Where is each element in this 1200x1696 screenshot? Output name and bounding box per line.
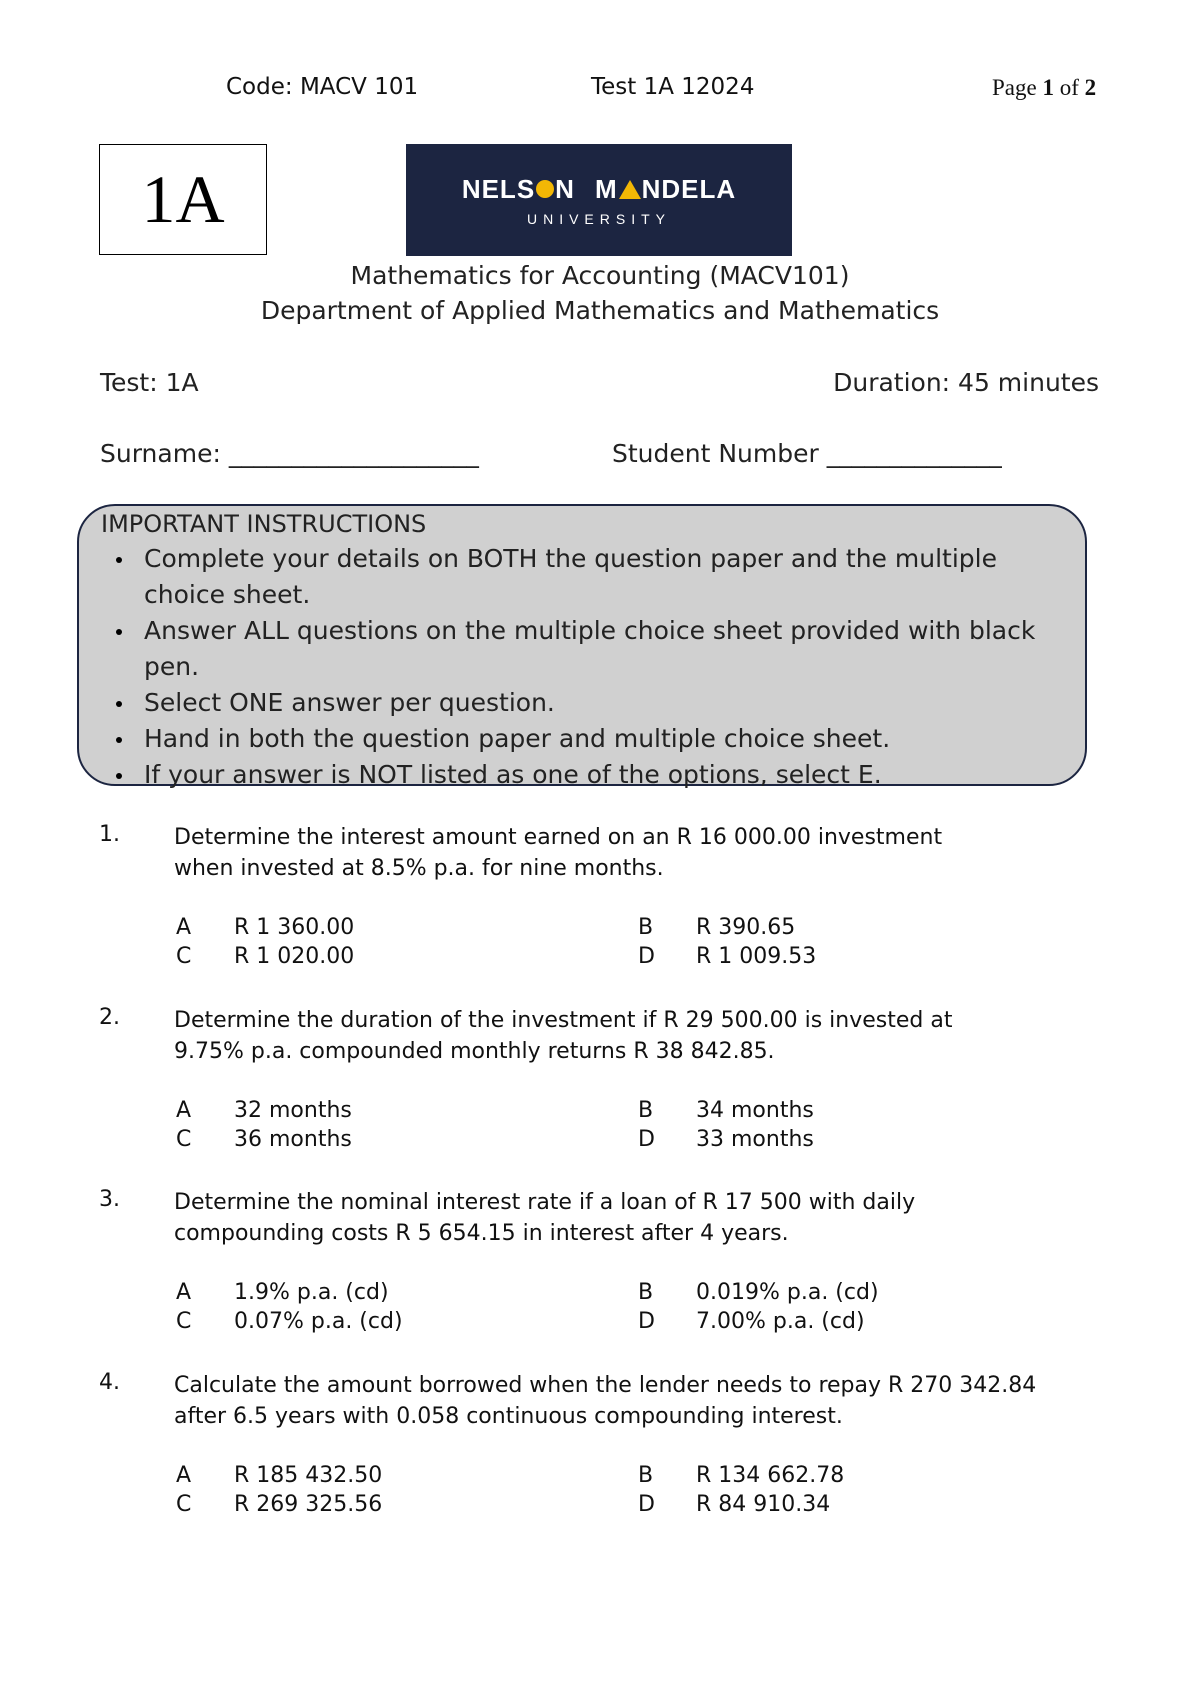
question-number: 4. xyxy=(99,1370,120,1395)
option-value: R 269 325.56 xyxy=(234,1492,383,1517)
option-letter: C xyxy=(176,1492,192,1517)
page-word: Page xyxy=(992,75,1037,100)
option-letter: C xyxy=(176,1309,192,1334)
option-letter: D xyxy=(638,1492,655,1517)
question-line: after 6.5 years with 0.058 continuous compounding interest. xyxy=(174,1404,843,1429)
instruction-item: Answer ALL questions on the multiple choice sheet provided with black pen. xyxy=(144,616,1036,681)
question-line: 9.75% p.a. compounded monthly returns R 38 842.85. xyxy=(174,1039,775,1064)
duration-label: Duration: 45 minutes xyxy=(833,368,1099,397)
option-letter: D xyxy=(638,1309,655,1334)
option-value: R 134 662.78 xyxy=(696,1463,845,1488)
question-number: 1. xyxy=(99,822,120,847)
option-value: 33 months xyxy=(696,1127,814,1152)
question-line: compounding costs R 5 654.15 in interest after 4 years. xyxy=(174,1221,789,1246)
logo-dot-icon xyxy=(536,180,554,198)
bullet-icon xyxy=(116,629,122,635)
option-letter: A xyxy=(176,915,192,940)
option-value: R 390.65 xyxy=(696,915,796,940)
question-text xyxy=(174,1187,1074,1249)
department-title: Department of Applied Mathematics and Mathematics xyxy=(260,296,940,325)
option-value: R 1 020.00 xyxy=(234,944,355,969)
option-letter: D xyxy=(638,944,655,969)
option-letter: B xyxy=(638,1280,654,1305)
option-letter: A xyxy=(176,1098,192,1123)
logo-text-d: NDELA xyxy=(641,173,737,204)
question-text xyxy=(174,1005,1074,1067)
option-value: R 1 009.53 xyxy=(696,944,817,969)
question-line: when invested at 8.5% p.a. for nine months. xyxy=(174,856,664,881)
of-word: of xyxy=(1059,75,1079,100)
option-value: 36 months xyxy=(234,1127,352,1152)
option-value: R 185 432.50 xyxy=(234,1463,383,1488)
question-number: 2. xyxy=(99,1005,120,1030)
instruction-item: Hand in both the question paper and multiple choice sheet. xyxy=(144,724,891,753)
bullet-icon xyxy=(116,557,122,563)
header-code: Code: MACV 101 xyxy=(226,74,419,100)
option-value: 32 months xyxy=(234,1098,352,1123)
option-letter: A xyxy=(176,1280,192,1305)
logo-subtitle: UNIVERSITY xyxy=(526,210,671,227)
logo-triangle-icon xyxy=(619,180,641,199)
question-line: Calculate the amount borrowed when the lender needs to repay R 270 342.84 xyxy=(174,1373,1037,1398)
question-text xyxy=(174,1370,1074,1432)
page-total: 2 xyxy=(1084,75,1097,100)
version-box: 1A xyxy=(99,144,267,255)
option-letter: C xyxy=(176,1127,192,1152)
option-value: R 84 910.34 xyxy=(696,1492,831,1517)
option-letter: B xyxy=(638,915,654,940)
bullet-icon xyxy=(116,701,122,707)
question-line: Determine the duration of the investment if R 29 500.00 is invested at xyxy=(174,1008,953,1033)
bullet-icon xyxy=(116,737,122,743)
test-label: Test: 1A xyxy=(100,368,199,397)
logo-text-c: M xyxy=(594,173,618,204)
question-line: Determine the interest amount earned on an R 16 000.00 investment xyxy=(174,825,943,850)
question-text xyxy=(174,822,1074,884)
student-number-field[interactable]: Student Number ______________ xyxy=(612,439,1002,468)
university-logo xyxy=(406,144,792,256)
option-value: R 1 360.00 xyxy=(234,915,355,940)
logo-text-b: N xyxy=(555,173,575,204)
page-indicator xyxy=(992,75,1096,101)
question-number: 3. xyxy=(99,1187,120,1212)
instructions-title: IMPORTANT INSTRUCTIONS xyxy=(101,510,427,538)
instruction-item: Complete your details on BOTH the question paper and the multiple choice sheet. xyxy=(144,544,997,609)
course-title: Mathematics for Accounting (MACV101) xyxy=(350,261,850,290)
logo-text-a: NELS xyxy=(461,173,536,204)
option-letter: D xyxy=(638,1127,655,1152)
page-number: 1 xyxy=(1042,75,1054,100)
instruction-item: If your answer is NOT listed as one of the options, select E. xyxy=(144,760,882,789)
option-letter: B xyxy=(638,1463,654,1488)
option-value: 34 months xyxy=(696,1098,814,1123)
bullet-icon xyxy=(116,773,122,779)
option-value: 7.00% p.a. (cd) xyxy=(696,1309,865,1334)
option-letter: B xyxy=(638,1098,654,1123)
option-letter: C xyxy=(176,944,192,969)
option-value: 0.019% p.a. (cd) xyxy=(696,1280,879,1305)
surname-field[interactable]: Surname: ____________________ xyxy=(100,439,479,468)
option-letter: A xyxy=(176,1463,192,1488)
logo-wordmark xyxy=(462,174,736,205)
question-line: Determine the nominal interest rate if a loan of R 17 500 with daily xyxy=(174,1190,916,1215)
option-value: 0.07% p.a. (cd) xyxy=(234,1309,403,1334)
option-value: 1.9% p.a. (cd) xyxy=(234,1280,389,1305)
instruction-item: Select ONE answer per question. xyxy=(144,688,555,717)
header-test: Test 1A 12024 xyxy=(591,74,755,100)
